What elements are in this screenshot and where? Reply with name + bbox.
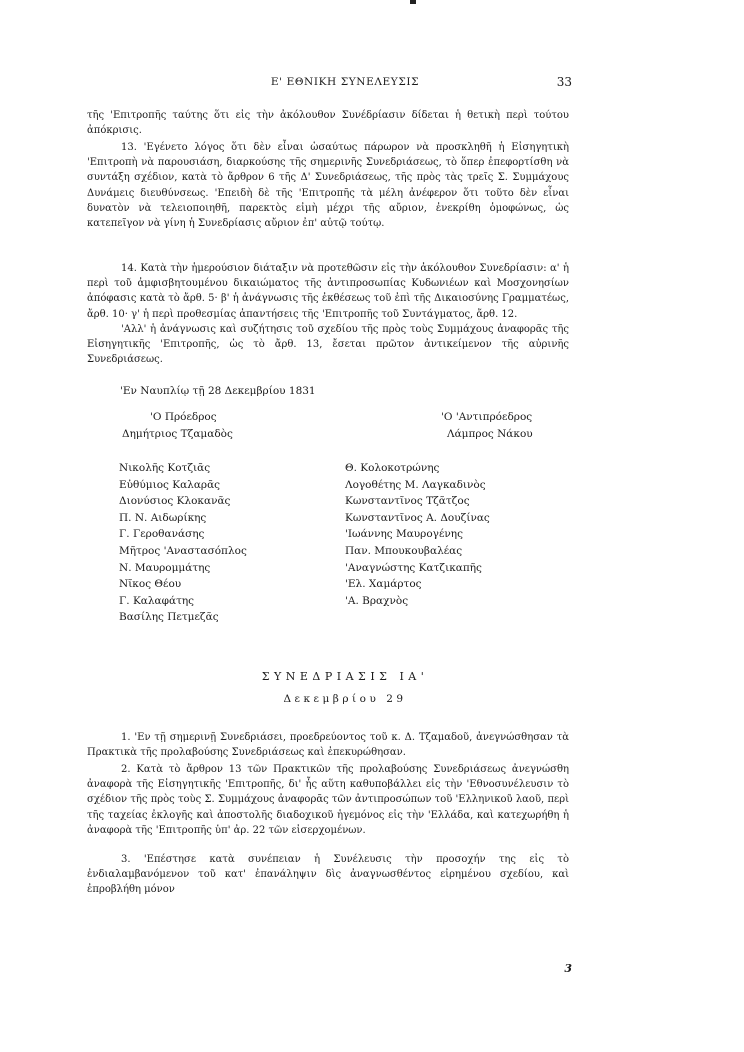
president-name: Δημήτριος Τζαμαδὸς <box>122 428 233 440</box>
place-date-line: 'Εν Ναυπλίῳ τῇ 28 Δεκεμβρίου 1831 <box>120 385 316 397</box>
paragraph-14: 14. Κατὰ τὴν ἡμερούσιον διάταξιν νὰ προτεθῶσιν εἰς τὴν ἀκόλουθον Συνεδρίασιν: α' ἡ περὶ τοῦ ἀμφισβητουμένου δικαιώματος τῆς ἀντιπροσωπίας Κυδωνιέων καὶ Μοσχονησίων ἀπόφασις κατὰ τὸ ἄρθ. 5· β' ἡ ἀνάγνωσις τῆς ἐκθέσεως τοῦ ἐπὶ τῆς Δικαιοσύνης Γραμματέως, ἄρθ. 10· γ' ἡ περὶ προθεσμίας ἀπαντήσεις τῆς 'Επιτροπῆς τοῦ Συντάγματος, ἄρθ. 12. <box>87 263 569 320</box>
signatory: Κωνσταντῖνος Α. Δουζίνας <box>345 511 490 524</box>
paragraph-continuation: τῆς 'Επιτροπῆς ταύτης ὅτι εἰς τὴν ἀκόλουθον Συνέδρίασιν δίδεται ἡ θετικὴ περὶ τούτου ἀπόκρισις. <box>87 110 569 137</box>
signatory: Εὐθύμιος Καλαρᾶς <box>119 478 221 491</box>
page-header <box>118 76 572 92</box>
signatories-right <box>345 460 490 609</box>
signatory: 'Ελ. Χαμάρτος <box>345 578 422 591</box>
signatory: Βασίλης Πετμεζᾶς <box>119 611 219 624</box>
vice-president-role: 'Ο 'Αντιπρόεδρος <box>441 411 533 423</box>
president-block <box>122 409 233 443</box>
session-title: ΣΥΝΕΔΡΙΑΣΙΣ ΙΑ' <box>261 670 429 683</box>
signatory: Γ. Γεροθανάσης <box>119 528 205 541</box>
signatory: 'Αναγνώστης Κατζικαπῆς <box>345 561 482 574</box>
president-role: 'Ο Πρόεδρος <box>150 411 217 423</box>
session-date: Δεκεμβρίου 29 <box>283 693 407 705</box>
signatory: Λογοθέτης Μ. Λαγκαδινὸς <box>345 478 486 491</box>
paragraph-agenda: 'Αλλ' ἡ ἀνάγνωσις καὶ συζήτησις τοῦ σχεδίου τῆς πρὸς τοὺς Συμμάχους ἀναφορᾶς τῆς Εἰσηγητικῆς 'Επιτροπῆς, ὡς τὸ ἄρθ. 13, ἔσεται πρῶτον ἀντικείμενον τῆς αὐρινῆς Συνεδριάσεως. <box>87 324 569 366</box>
signatory: Π. Ν. Αιδωρίκης <box>119 511 207 524</box>
signatory: Μῆτρος 'Αναστασόπλος <box>119 544 247 557</box>
signatory: 'Ιωάννης Μαυρογένης <box>345 528 463 541</box>
signatory: Ν. Μαυρομμάτης <box>119 561 211 574</box>
signatory: Παν. Μπουκουβαλέας <box>345 544 463 557</box>
top-edge-mark <box>410 0 416 4</box>
signatory: Διονύσιος Κλοκανᾶς <box>119 495 231 508</box>
signature-mark: 3 <box>564 962 572 975</box>
vice-president-block <box>441 409 533 443</box>
paragraph-2: 2. Κατὰ τὸ ἄρθρον 13 τῶν Πρακτικῶν τῆς προλαβούσης Συνεδριάσεως ἀνεγνώσθη ἀναφορὰ τῆς Εἰσηγητικῆς 'Επιτροπῆς, δι' ἧς αὕτη καθυποβάλλει εἰς τὴν 'Εθνοσυνέλευσιν τὸ σχέδιον τῆς πρὸς τοὺς Σ. Συμμάχους ἀναφορᾶς τῶν ἀντιπροσώπων τοῦ 'Ελληνικοῦ λαοῦ, περὶ τῆς ταχείας ἐκλογῆς καὶ ἀποστολῆς διαδοχικοῦ ἡγεμόνος εἰς τὴν 'Ελλάδα, καὶ κατεχωρήθη ἡ ἀναφορὰ τῆς 'Επιτροπῆς ὑπ' ἀρ. 22 τῶν εἰσερχομένων. <box>87 764 569 836</box>
paragraph-3: 3. 'Επέστησε κατὰ συνέπειαν ἡ Συνέλευσις τὴν προσοχήν της εἰς τὸ ἐνδιαλαμβανόμενον τοῦ κατ' ἐπανάληψιν δὶς ἀναγνωσθέντος εἰρημένου σχεδίου, καὶ ἐπροβλήθη μόνον <box>87 854 569 896</box>
signatory: Νικολῆς Κοτζιᾶς <box>119 462 211 474</box>
vice-president-name: Λάμπρος Νάκου <box>447 428 533 440</box>
page-number: 33 <box>556 75 572 89</box>
signatory: Θ. Κολοκοτρώνης <box>345 462 440 474</box>
paragraph-1: 1. 'Εν τῇ σημερινῇ Συνεδριάσει, προεδρεύοντος τοῦ κ. Δ. Τζαμαδοῦ, ἀνεγνώσθησαν τὰ Πρακτικὰ τῆς προλαβούσης Συνεδριάσεως καὶ ἐπεκυρώθησαν. <box>87 732 569 759</box>
signatory: 'Α. Βραχνὸς <box>345 594 409 607</box>
signatory: Νῖκος Θέου <box>119 578 182 591</box>
running-title: Ε' ΕΘΝΙΚΗ ΣΥΝΕΛΕΥΣΙΣ <box>270 76 420 88</box>
signatory: Γ. Καλαφάτης <box>119 594 195 607</box>
signatory: Κωνσταντῖνος Τζᾶτζος <box>345 495 470 508</box>
signatories-left <box>119 460 247 626</box>
paragraph-13: 13. 'Εγένετο λόγος ὅτι δὲν εἶναι ὡσαύτως πάρωρον νὰ προσκληθῆ ἡ Εἰσηγητικὴ 'Επιτροπὴ νὰ παρουσιάση, διαρκούσης τῆς σημερινῆς Συνεδριάσεως, τὸ ὅπερ ἐπεφορτίσθη νὰ συντάξη σχέδιον, κατὰ τὸ ἄρθρον 6 τῆς Δ' Συνεδριάσεως, τῆς πρὸς τὰς τρεῖς Σ. Συμμάχους Δυνάμεις διευθύνσεως. 'Επειδὴ δὲ τῆς 'Επιτροπῆς τὰ μέλη ἀνέφερον ὅτι τοῦτο δὲν εἶναι δυνατὸν νὰ τελειοποιηθῆ, παρεκτὸς εἰμὴ μέχρι τῆς αὔριον, ἐνεκρίθη ὁμοφώνως, ὡς κατεπεῖγον νὰ γίνη ἡ Συνεδρίασις αὔριον ἐπ' αὐτῷ τούτῳ. <box>87 142 569 230</box>
